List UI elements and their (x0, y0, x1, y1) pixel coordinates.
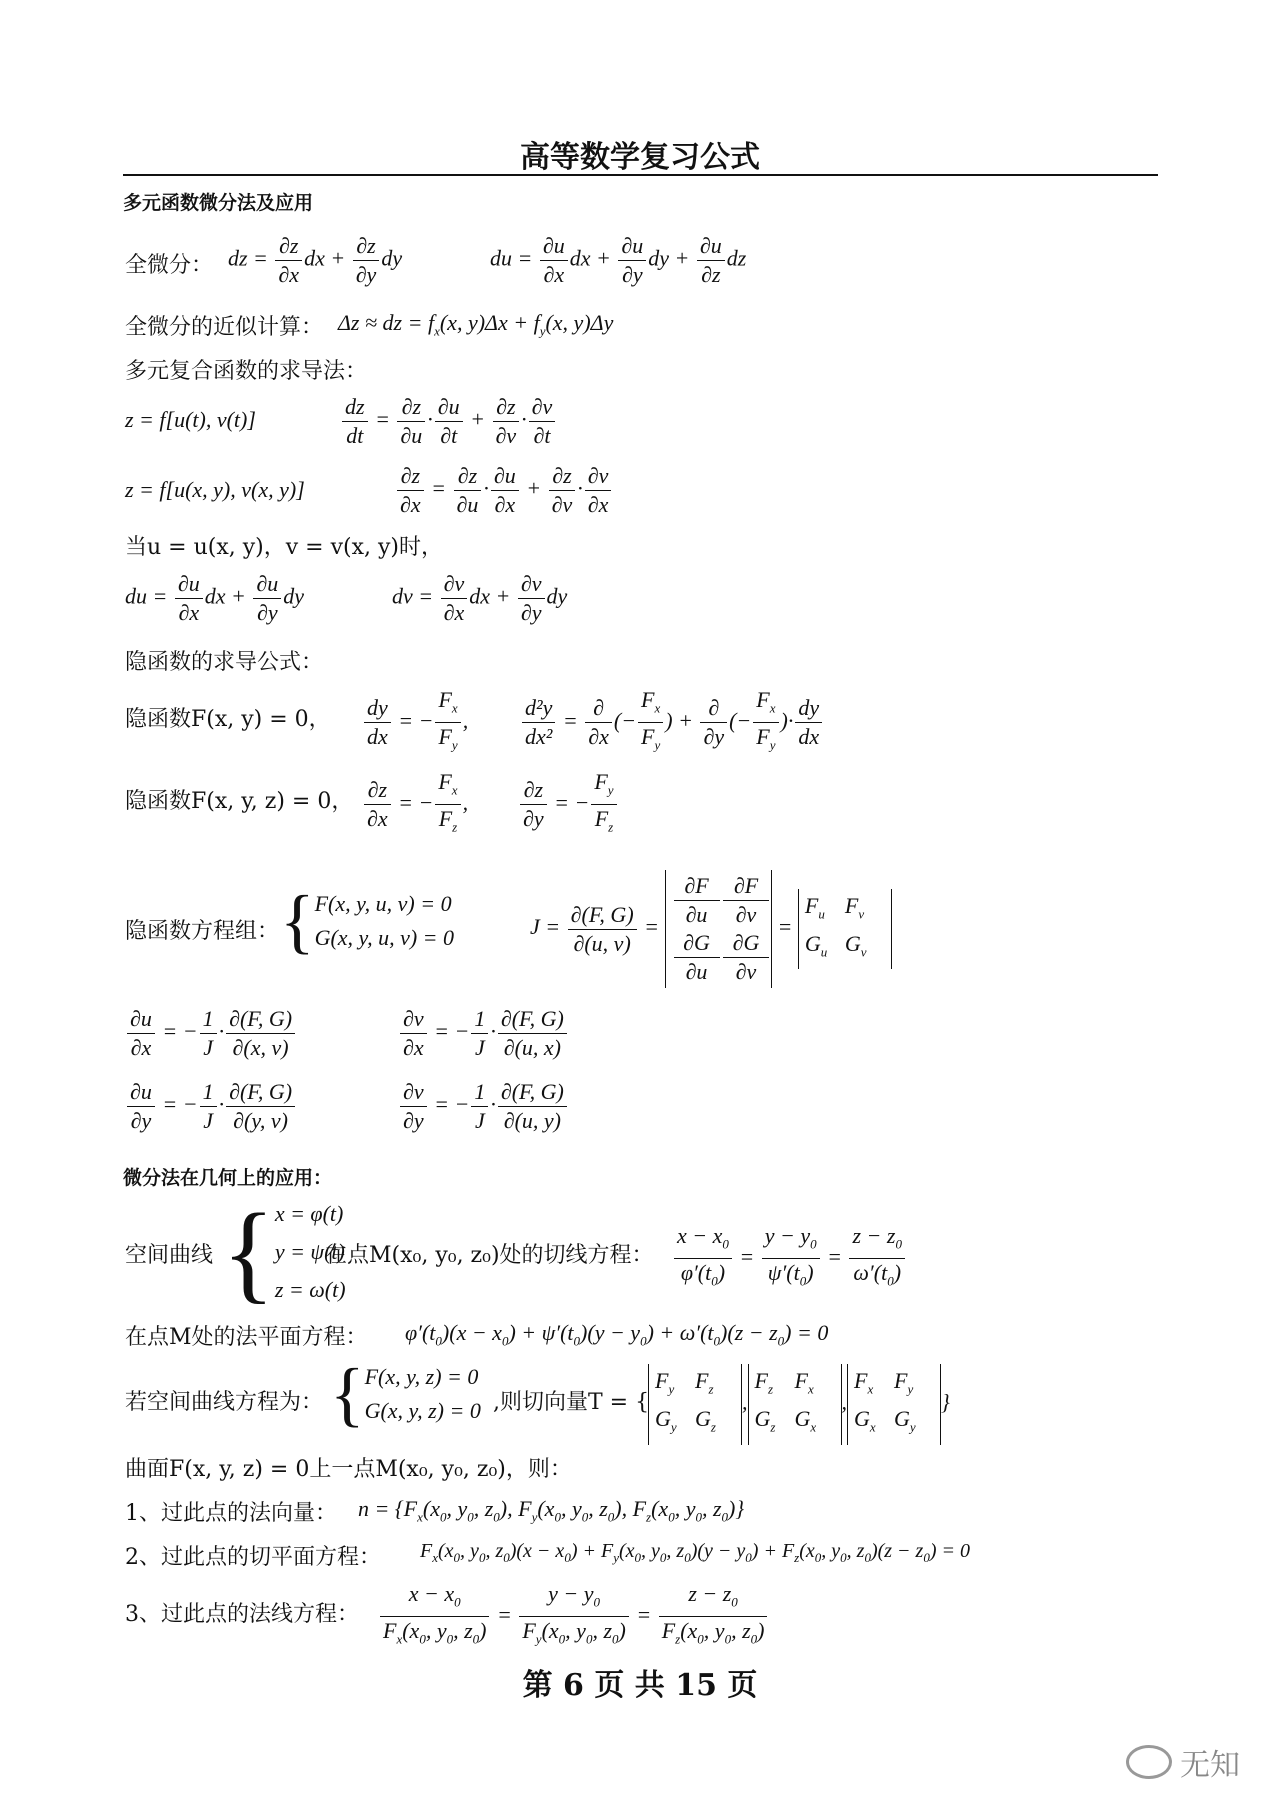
formula-z-uxy-vxy: z = f[u(x, y), v(x, y)] (125, 477, 305, 502)
formula-dy-dx: $\frac{dy}{dx}$ = − $\frac{F_x}{F_y}$ , (362, 686, 468, 760)
formula-dv-dx-j: $\frac{\partial v}{\partial x}$ = − $\frac{1}{J}$ · $\frac{\partial(F, G)}{\partial(u, x)}$ (398, 1005, 569, 1062)
normal-plane-label: 在点M处的法平面方程： (125, 1325, 368, 1350)
implicit-label: 隐函数的求导公式： (125, 650, 324, 675)
formula-dz-dt: $\frac{dz}{dt}$ = $\frac{\partial z}{\partial u}$ · $\frac{\partial u}{\partial t}$ + $\frac{\partial z}{\partial v}$ · $\frac{\partial v}{\partial t}$ (340, 393, 557, 450)
tangent-line-label: 在点M(x₀, y₀, z₀)处的切线方程： (325, 1243, 654, 1268)
formula-jacobian: J = $\frac{\partial(F, G)}{\partial(u, v)}$ = $\frac{\partial F}{\partial u}$ $\frac{\partial F}{\partial v}$ $\frac{\partial G}{\partial u}$ $\frac{\partial G}{\partial v}$ = $F_u$ $F_v$ $G_u$ $G_v$ (530, 870, 892, 988)
formula-du-xy: du = $\frac{\partial u}{\partial x}$ dx + $\frac{\partial u}{\partial y}$ dy (125, 571, 304, 625)
chain-rule-label: 多元复合函数的求导法： (125, 359, 368, 384)
page-footer: 第 6 页 共 15 页 (522, 1668, 758, 1703)
formula-dv-xy: dv = $\frac{\partial v}{\partial x}$ dx + $\frac{\partial v}{\partial y}$ dy (392, 571, 568, 625)
formula-tangent-plane: $F_x(x_0$, $y_0$, $z_0)(x - x_0) + F_y(x_0$, $y_0$, $z_0)(y - y_0) + F_z(x_0$, $y_0$, $z_0)(z - z_0) = 0$ (420, 1540, 970, 1565)
formula-dz: dz = $\frac{\partial z}{\partial x}$ dx + $\frac{\partial z}{\partial y}$ dy (228, 233, 403, 287)
formula-system: {F(x, y, u, v) = 0 G(x, y, u, v) = 0 (280, 881, 455, 961)
formula-z-ut-vt: z = f[u(t), v(t)] (125, 407, 256, 432)
watermark (1126, 1740, 1240, 1784)
formula-curve-param: {x = φ(t) y = ψ(t) z = ω(t) (222, 1191, 346, 1313)
tangent-vector-label: ,则切向量T = { (493, 1390, 650, 1415)
space-curve-label: 空间曲线 (125, 1243, 214, 1268)
formula-d2y-dx2: $\frac{\text{d²y}}{\text{dx²}}$ = $\frac{\partial}{\partial x}$ (− $\frac{F_x}{F_y}$ ) + $\frac{\partial}{\partial y}$ (− $\frac{F_x}{F_y}$ )· $\frac{dy}{dx}$ (520, 686, 824, 760)
section-heading-multivariable: 多元函数微分法及应用 (123, 192, 314, 214)
formula-curve-system: {F(x, y, z) = 0 G(x, y, z) = 0 (330, 1354, 481, 1434)
implicit-3var-label: 隐函数F(x, y, z) = 0， (125, 789, 354, 814)
formula-normal-vector: $n = \{F_x(x_0$, $y_0$, $z_0$), $F_y(x_0$, $y_0$, $z_0$), $F_z(x_0$, $y_0$, $z_0$)} (358, 1496, 745, 1525)
watermark-text: 无知 (1180, 1748, 1240, 1783)
surface-label: 曲面F(x, y, z) = 0上一点M(x₀, y₀, z₀)，则： (125, 1457, 572, 1482)
normal-line-label: 3、过此点的法线方程： (125, 1602, 359, 1627)
normal-vector-label: 1、过此点的法向量： (125, 1501, 337, 1526)
formula-approx: Δz ≈ dz = $f_x(x$, $y)\Delta x + f_y(x$, y)Δy (338, 310, 614, 339)
formula-dz-dx: $\frac{\partial z}{\partial x}$ = $\frac{\partial z}{\partial u}$ · $\frac{\partial u}{\partial x}$ + $\frac{\partial z}{\partial v}$ · $\frac{\partial v}{\partial x}$ (395, 462, 613, 519)
system-label: 隐函数方程组： (125, 919, 280, 944)
title-rule (123, 174, 1158, 176)
formula-du: du = $\frac{\partial u}{\partial x}$ dx + $\frac{\partial u}{\partial y}$ dy + $\frac{\partial u}{\partial z}$ dz (490, 233, 747, 287)
tangent-plane-label: 2、过此点的切平面方程： (125, 1545, 381, 1570)
section-heading-geometry: 微分法在几何上的应用： (123, 1167, 333, 1189)
formula-tangent-vector: $F_y$ $F_z$ $G_y$ $G_z,F_z$ $F_x$ $G_z$ $G_x,F_x$ $F_y$ $G_x$ $G_y$} (648, 1364, 950, 1445)
formula-dz-dx-implicit: $\frac{\partial z}{\partial x}$ = − $\frac{F_x}{F_z}$ , (362, 768, 468, 842)
curve-equation-label: 若空间曲线方程为： (125, 1390, 324, 1415)
when-label: 当u = u(x, y)，v = v(x, y)时， (125, 535, 444, 560)
total-differential-label: 全微分： (125, 253, 214, 278)
formula-dv-dy-j: $\frac{\partial v}{\partial y}$ = − $\frac{1}{J}$ · $\frac{\partial(F, G)}{\partial(u, y)}$ (398, 1078, 569, 1135)
page-title: 高等数学复习公式 (520, 140, 760, 175)
formula-du-dx-j: $\frac{\partial u}{\partial x}$ = − $\frac{1}{J}$ · $\frac{\partial(F, G)}{\partial(x, v)}$ (125, 1005, 297, 1062)
wechat-icon (1126, 1745, 1172, 1779)
approx-label: 全微分的近似计算： (125, 315, 324, 340)
formula-normal-line: $\frac{x - x_0}{F_x(x_0, y_0, z_0)}$ = $\frac{y - y_0}{F_y(x_0, y_0, z_0)}$ = $\frac{z - z_0}{F_z(x_0, y_0, z_0)}$ (378, 1580, 769, 1654)
formula-dz-dy-implicit: $\frac{\partial z}{\partial y}$ = − $\frac{F_y}{F_z}$ (518, 768, 619, 842)
implicit-2var-label: 隐函数F(x, y) = 0， (125, 707, 331, 732)
formula-normal-plane: $\varphi'(t_0)(x - x_0) + \psi'(t_0)(y - y_0) + \omega'(t_0)(z - z_0) = 0$ (405, 1320, 829, 1349)
formula-du-dy-j: $\frac{\partial u}{\partial y}$ = − $\frac{1}{J}$ · $\frac{\partial(F, G)}{\partial(y, v)}$ (125, 1078, 297, 1135)
formula-tangent-line: $\frac{x - x_0}{\varphi'(t_0)}$ = $\frac{y - y_0}{\psi'(t_0)}$ = $\frac{z - z_0}{\omega'(t_0)}$ (672, 1222, 907, 1296)
